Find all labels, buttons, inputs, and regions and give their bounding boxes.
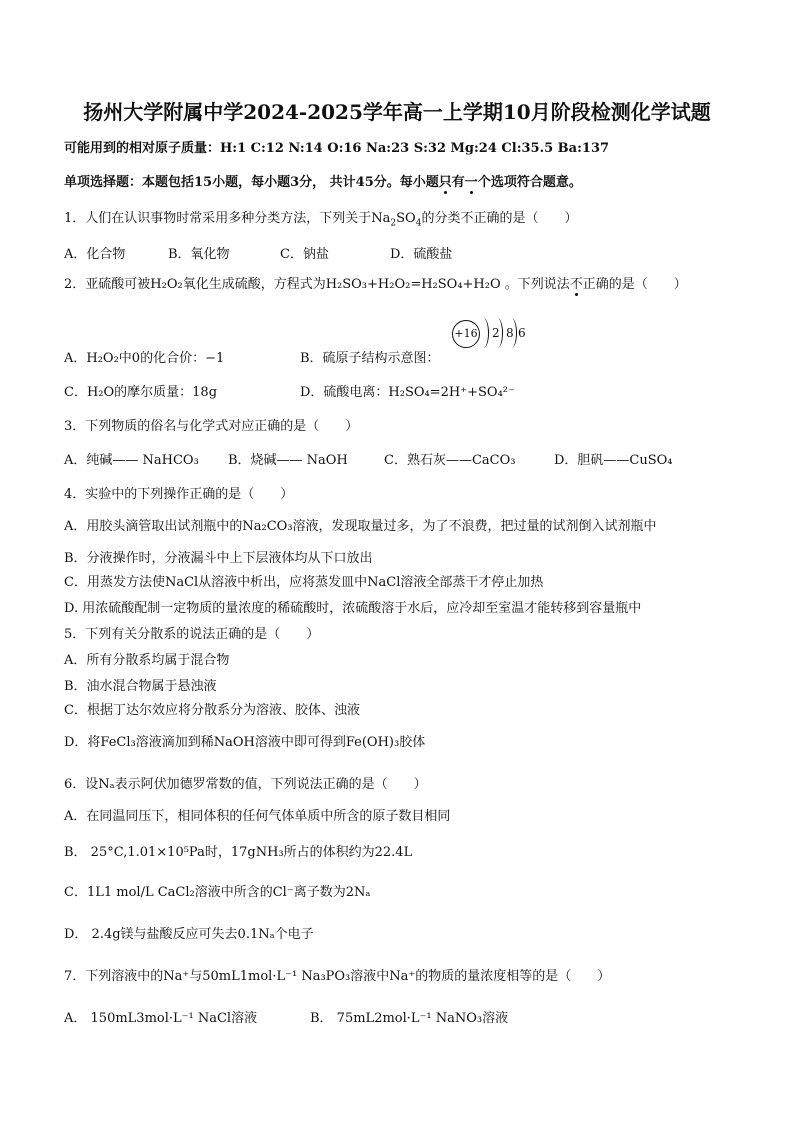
q2-option-d[interactable]: D．硫酸电离：H₂SO₄=2H⁺+SO₄²⁻ bbox=[300, 385, 515, 400]
question-4-stem: 4．实验中的下列操作正确的是（ ） bbox=[64, 487, 294, 502]
q1-option-a[interactable]: A．化合物 bbox=[64, 247, 126, 262]
q6-option-d[interactable]: D． 2.4g镁与盐酸反应可失去0.1Nₐ个电子 bbox=[64, 927, 314, 942]
shell-3-electrons: 6 bbox=[518, 326, 526, 340]
section-mid: 有 bbox=[451, 175, 465, 190]
q2-option-a[interactable]: A．H₂O₂中0的化合价：−1 bbox=[64, 351, 225, 366]
q1-stem-part-b: SO bbox=[396, 211, 416, 226]
q2-option-c[interactable]: C．H₂O的摩尔质量：18g bbox=[64, 385, 218, 400]
shell-2-electrons: 8 bbox=[506, 326, 514, 340]
section-tail: 个选项符合题意。 bbox=[477, 175, 582, 190]
question-7-options bbox=[64, 1010, 754, 1028]
q1-option-d[interactable]: D．硫酸盐 bbox=[390, 247, 453, 262]
electron-shell-3 bbox=[506, 318, 517, 348]
q5-option-a[interactable]: A．所有分散系均属于混合物 bbox=[64, 653, 230, 668]
section-heading bbox=[64, 174, 754, 192]
q4-option-a[interactable]: A．用胶头滴管取出试剂瓶中的Na₂CO₃溶液，发现取量过多，为了不浪费，把过量的试剂倒入试剂瓶中 bbox=[64, 519, 657, 534]
section-lead: 单项选择题：本题包括15小题，每小题3分， 共计45分。每小题 bbox=[64, 175, 439, 190]
q2-stem-text: 2．亚硫酸可被H₂O₂氧化生成硫酸，方程式为H₂SO₃+H₂O₂=H₂SO₄+H₂O 。下列说法 bbox=[64, 277, 570, 292]
q4-option-d[interactable]: D. 用浓硫酸配制一定物质的量浓度的稀硫酸时，浓硫酸溶于水后，应冷却至室温才能转移到容量瓶中 bbox=[64, 601, 642, 616]
emphasis-char-1: 只 bbox=[438, 175, 452, 190]
q6-option-a[interactable]: A．在同温同压下，相同体积的任何气体单质中所含的原子数目相同 bbox=[64, 809, 451, 824]
q4-option-b[interactable]: B．分液操作时，分液漏斗中上下层液体均从下口放出 bbox=[64, 551, 373, 566]
q6-option-c[interactable]: C．1L1 mol/L CaCl₂溶液中所含的Cl⁻离子数为2Nₐ bbox=[64, 885, 371, 900]
question-2-options-row-1 bbox=[64, 350, 754, 368]
sulfur-atom-diagram bbox=[452, 318, 532, 348]
question-6-stem: 6．设Nₐ表示阿伏加德罗常数的值，下列说法正确的是（ ） bbox=[64, 777, 427, 792]
q3-option-a[interactable]: A．纯碱—— NaHCO₃ bbox=[64, 453, 199, 468]
q1-subscript-1: 2 bbox=[390, 218, 397, 229]
q2-emphasis-char: 不 bbox=[569, 277, 583, 292]
atom-nucleus: +16 bbox=[452, 320, 480, 348]
question-1-options bbox=[64, 246, 754, 264]
atomic-masses: 可能用到的相对原子质量：H:1 C:12 N:14 O:16 Na:23 S:32 Mg:24 Cl:35.5 Ba:137 bbox=[64, 141, 610, 156]
electron-shell-2 bbox=[492, 318, 503, 348]
q5-option-b[interactable]: B．油水混合物属于悬浊液 bbox=[64, 679, 217, 694]
question-3-options bbox=[64, 452, 754, 470]
shell-1-electrons: 2 bbox=[492, 326, 500, 340]
q5-option-d[interactable]: D．将FeCl₃溶液滴加到稀NaOH溶液中即可得到Fe(OH)₃胶体 bbox=[64, 735, 426, 750]
q6-option-b[interactable]: B． 25°C,1.01×10⁵Pa时，17gNH₃所占的体积约为22.4L bbox=[64, 845, 413, 860]
question-2-stem bbox=[64, 276, 754, 294]
q1-option-c[interactable]: C．钠盐 bbox=[280, 247, 329, 262]
question-5-stem: 5．下列有关分散系的说法正确的是（ ） bbox=[64, 627, 320, 642]
q1-subscript-2: 4 bbox=[415, 218, 422, 229]
question-2-options-row-2 bbox=[64, 384, 754, 402]
q4-option-c[interactable]: C．用蒸发方法使NaCl从溶液中析出，应将蒸发皿中NaCl溶液全部蒸干才停止加热 bbox=[64, 575, 544, 590]
q2-stem-tail: 正确的是（ ） bbox=[582, 277, 687, 292]
q7-option-a[interactable]: A． 150mL3mol·L⁻¹ NaCl溶液 bbox=[64, 1011, 258, 1026]
q3-option-b[interactable]: B．烧碱—— NaOH bbox=[228, 453, 348, 468]
question-1-stem bbox=[64, 210, 754, 228]
q1-option-b[interactable]: B．氧化物 bbox=[168, 247, 230, 262]
q2-option-b[interactable]: B．硫原子结构示意图： bbox=[300, 351, 440, 366]
page-title: 扬州大学附属中学2024-2025学年高一上学期10月阶段检测化学试题 bbox=[83, 100, 711, 124]
electron-shell-1 bbox=[478, 318, 489, 348]
q3-option-d[interactable]: D．胆矾——CuSO₄ bbox=[554, 453, 673, 468]
emphasis-char-2: 一 bbox=[464, 175, 478, 190]
q7-option-b[interactable]: B． 75mL2mol·L⁻¹ NaNO₃溶液 bbox=[310, 1011, 509, 1026]
question-7-stem: 7．下列溶液中的Na⁺与50mL1mol·L⁻¹ Na₃PO₃溶液中Na⁺的物质的量浓度相等的是（ ） bbox=[64, 969, 611, 984]
q1-stem-part-a: 1．人们在认识事物时常采用多种分类方法，下列关于Na bbox=[64, 211, 391, 226]
q3-option-c[interactable]: C．熟石灰——CaCO₃ bbox=[384, 453, 516, 468]
q1-stem-part-c: 的分类不正确的是（ ） bbox=[421, 211, 578, 226]
q5-option-c[interactable]: C．根据丁达尔效应将分散系分为溶液、胶体、浊液 bbox=[64, 703, 360, 718]
question-3-stem: 3．下列物质的俗名与化学式对应正确的是（ ） bbox=[64, 419, 359, 434]
